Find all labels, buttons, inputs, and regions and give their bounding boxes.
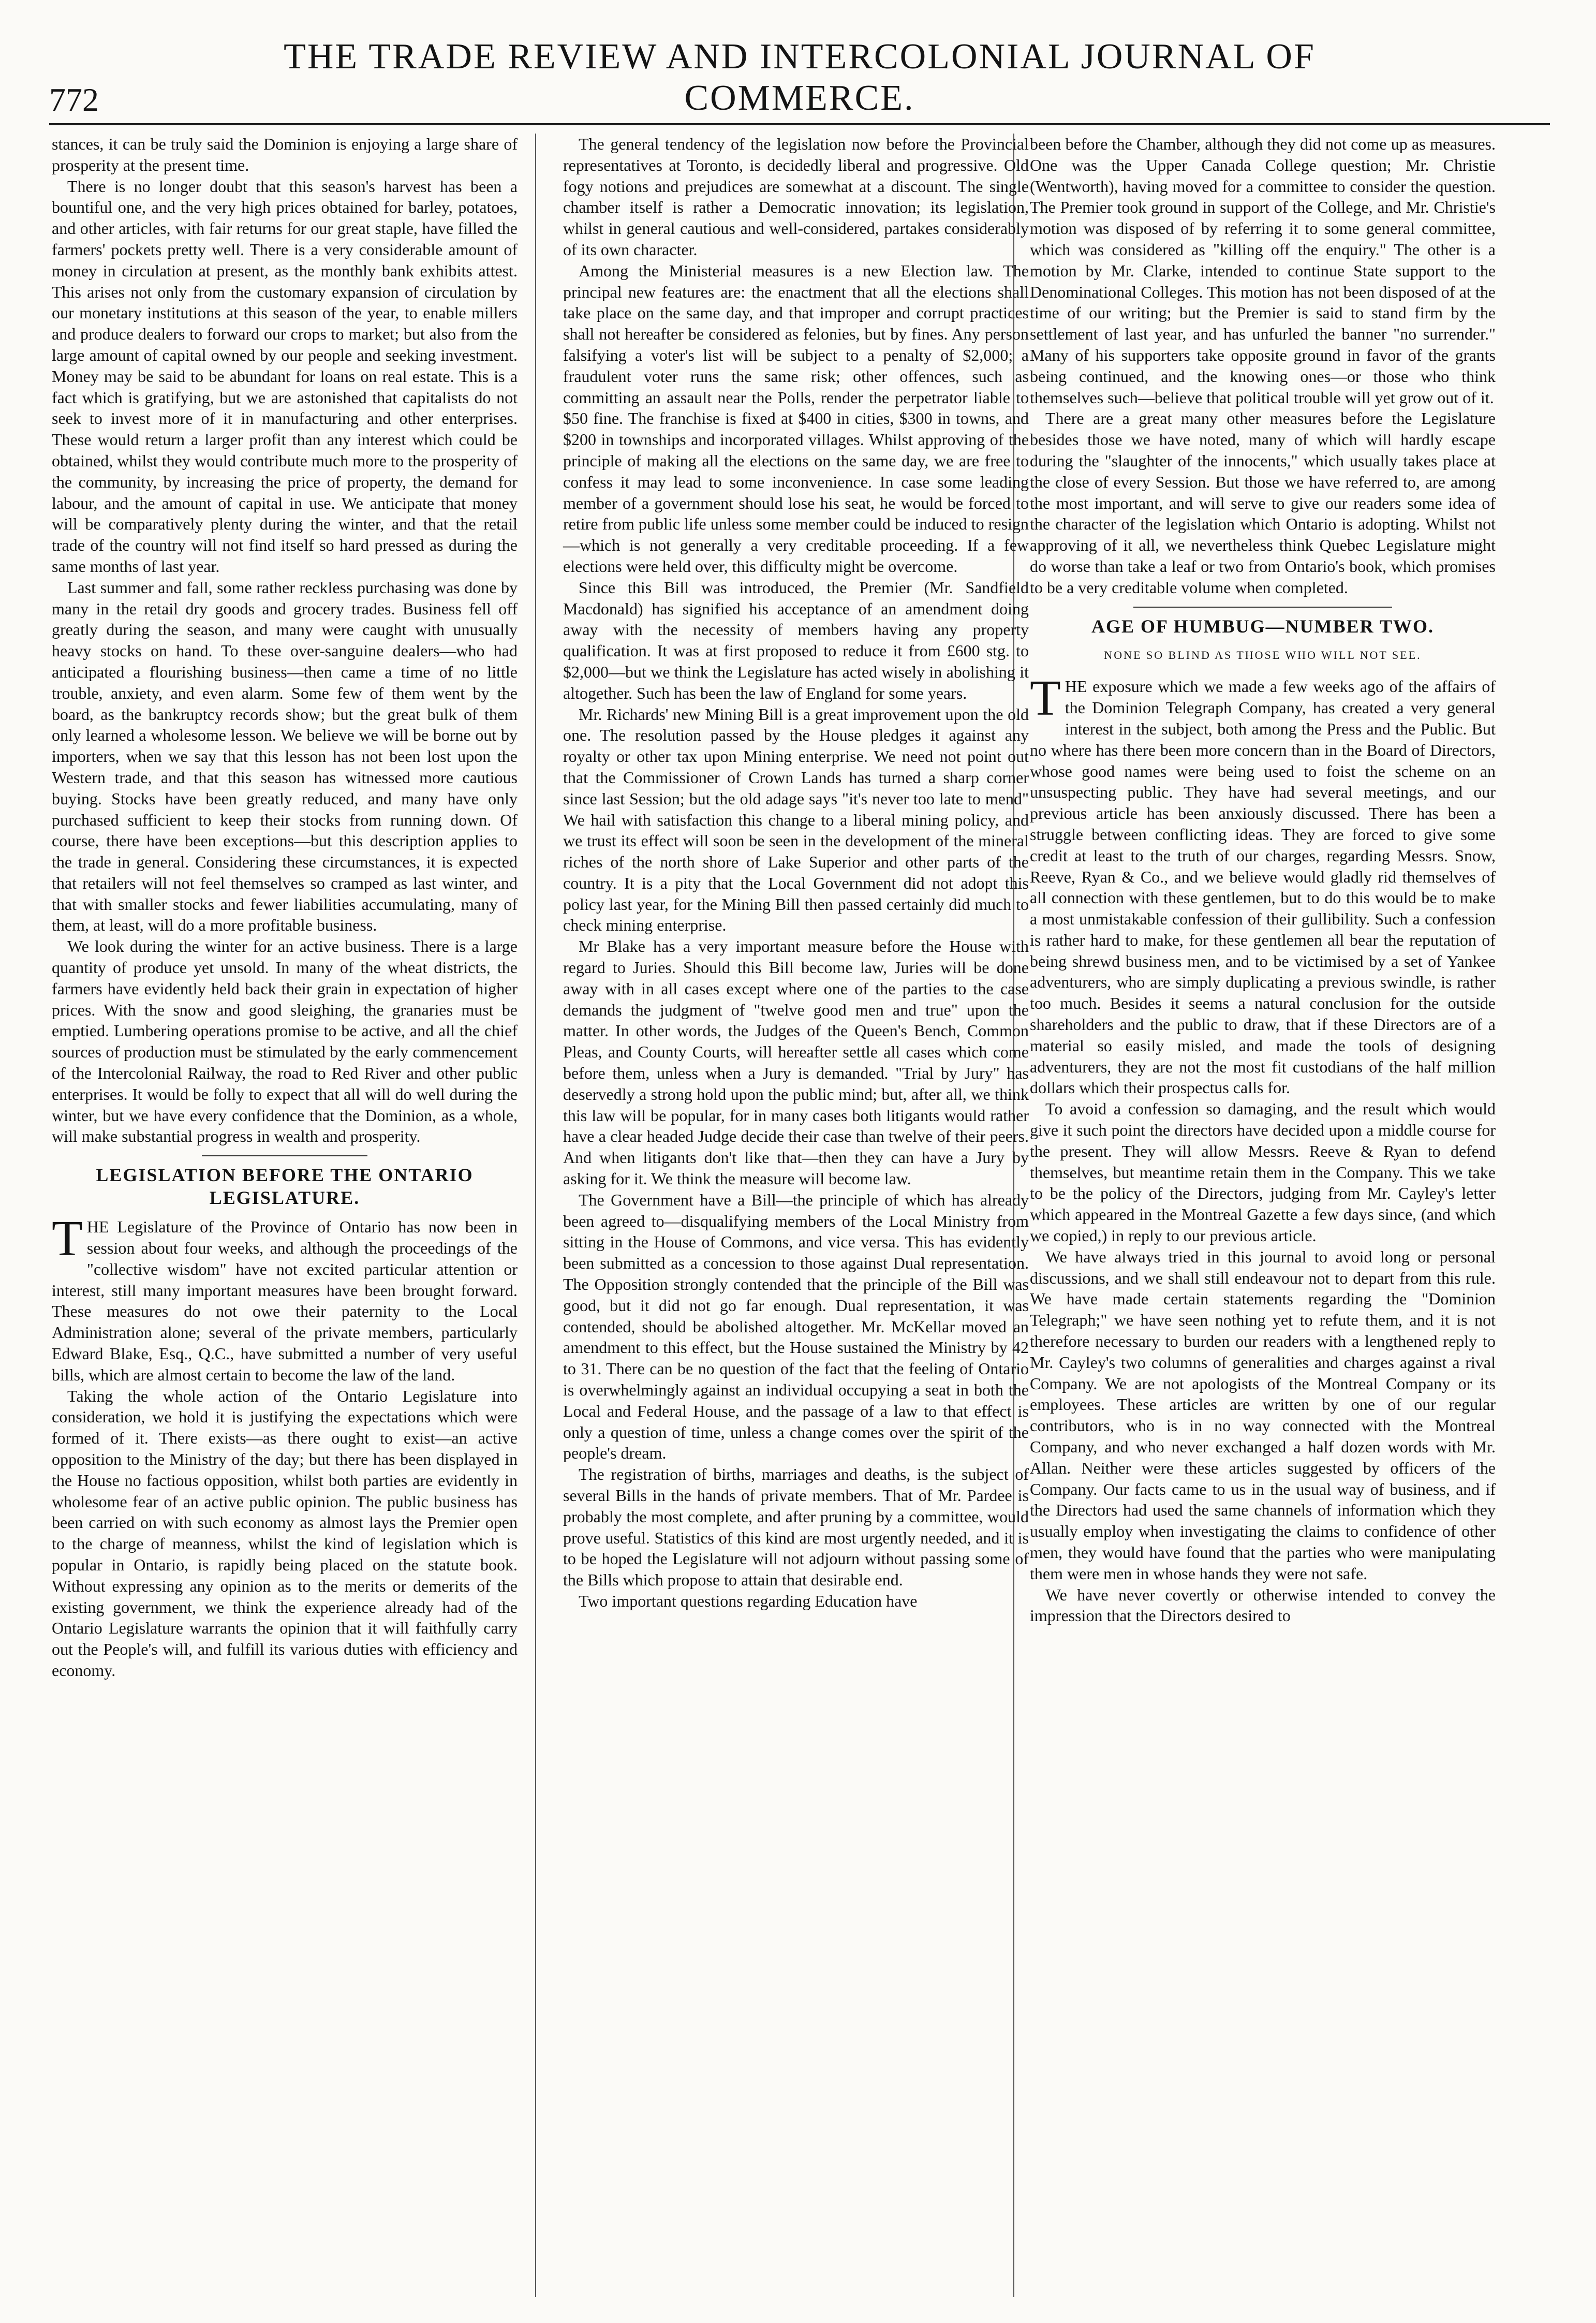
paragraph: There are a great many other measures before the Legislature besides those we have noted, many of which will hardly escape during the "slaughter of the innocents," which usually takes place at the close of every Session. But those we have referred to, are among the most important, and will serve to give our readers some idea of the character of the legislation which Ontario is adopting. Whilst not approving of it all, we nevertheless think Quebec Legislature might do worse than take a leaf or two from Ontario's book, which promises to be a very creditable volume when completed. [1030,409,1496,597]
paragraph: Since this Bill was introduced, the Premier (Mr. Sandfield Macdonald) has signified his acceptance of an amendment doing away with the necessity of members having any property qualification. It was at first proposed to reduce it from £600 stg. to $2,000—but we think the Legislature has acted wisely in abolishing it altogether. Such has been the law of England for some years. [563,578,1029,702]
section-divider [1133,607,1392,608]
paragraph: Mr. Richards' new Mining Bill is a great improvement upon the old one. The resolution passed by the House pledges it against any royalty or other tax upon Mining enterprise. We need not point out that the Commissioner of Crown Lands has turned a sharp corner since last Session; but the old adage says "it's never too late to mend" We hail with satisfaction this change to a liberal mining policy, and we trust its effect will soon be seen in the development of the mineral riches of the north shore of Lake Superior and other parts of the country. It is a pity that the Local Government did not adopt this policy last year, for the Mining Bill then passed certainly did much to check mining enterprise. [563,704,1029,935]
paragraph: The registration of births, marriages and deaths, is the subject of several Bills in the hands of private members. That of Mr. Pardee is probably the most complete, and after pruning by a committee, would prove useful. Statistics of this kind are most urgently needed, and it is to be hoped the Legislature will not adjourn without passing some of the Bills which propose to attain that desirable end. [563,1465,1029,1590]
paragraph: We look during the winter for an active business. There is a large quantity of produce yet unsold. In many of the wheat districts, the farmers have evidently held back their grain in expectation of higher prices. With the snow and good sleighing, the granaries must be emptied. Lumbering operations promise to be active, and all the chief sources of production must be stimulated by the early commencement of the Intercolonial Railway, the road to Red River and other public enterprises. It would be folly to expect that all will do well during the winter, but we have every confidence that the Dominion, as a whole, will make substantial progress in wealth and prosperity. [52,937,518,1146]
column-3 [1030,134,1496,1626]
paragraph: To avoid a confession so damaging, and the result which would give it such point the directors have decided upon a middle course for the present. They will allow Messrs. Reeve & Ryan to defend themselves, but meantime retain them in the Company. This we take to be the policy of the Directors, judging from Mr. Cayley's letter which appeared in the Montreal Gazette a few days since, (and which we copied,) in reply to our previous article. [1030,1099,1496,1245]
header-rule [49,123,1550,125]
paragraph: We have always tried in this journal to avoid long or personal discussions, and we shall still endeavour not to depart from this rule. We have made certain statements regarding the "Dominion Telegraph;" we have seen nothing yet to refute them, and it is not therefore necessary to burden our readers with a lengthened reply to Mr. Cayley's two columns of generalities and charges against a rival Company. We are not apologists of the Montreal Company or its employees. These articles are written by one of our regular contributors, who is in no way connected with the Montreal Company, and who never exchanged a half dozen words with Mr. Allan. Neither were these articles suggested by officers of the Company. Our facts came to us in the usual way of business, and if the Directors had used the same channels of information which they usually employ when investigating the claims to confidence of other men, they would have found that the parties who were manipulating them were men in whose hands they were not safe. [1030,1247,1496,1583]
column-2 [563,134,1029,1612]
paragraph: Last summer and fall, some rather reckless purchasing was done by many in the retail dry goods and grocery trades. Business fell off greatly during the season, and many were caught with unusually heavy stocks on hand. To these over-sanguine dealers—who had anticipated a flourishing business—then came a time of no little trouble, anxiety, and even alarm. Some few of them went by the board, as the bankruptcy records show; but the great bulk of them only learned a wholesome lesson. We believe we will be borne out by importers, when we say that this lesson has not been lost upon the Western trade, and that this season has witnessed more cautious buying. Stocks have been greatly reduced, and many have only purchased sufficient to keep their stocks from running down. Of course, there have been exceptions—but this description applies to the trade in general. Considering these circumstances, it is expected that retailers will not feel themselves so cramped as last winter, and that with smaller stocks and fewer liabilities accumulating, many of them, at least, will do a more profitable business. [52,578,518,935]
section-subheading: NONE SO BLIND AS THOSE WHO WILL NOT SEE. [1104,648,1422,661]
section-heading-humbug: AGE OF HUMBUG—NUMBER TWO. [1091,615,1435,637]
paragraph: Two important questions regarding Education have [579,1591,918,1610]
section-heading-line: LEGISLATION BEFORE THE ONTARIO [96,1165,474,1186]
drop-cap: T [1030,670,1061,727]
paragraph: The general tendency of the legislation now before the Provincial representatives at Toronto, is decidedly liberal and progressive. Old fogy notions and prejudices are somewhat at a discount. The single chamber itself is rather a Democratic innovation; its legislation, whilst in general cautious and well-considered, partakes considerably of its own character. [563,135,1029,259]
drop-cap: T [52,1211,83,1267]
section-divider [202,1155,367,1156]
journal-title: THE TRADE REVIEW AND INTERCOLONIAL JOURNAL OF COMMERCE. [284,37,1316,118]
paragraph-text: HE exposure which we made a few weeks ago of the affairs of the Dominion Telegraph Company, has created a very general interest in the subject, both among the Press and the Public. But no where has there been more concern than in the Board of Directors, whose good names were being used to foist the scheme on an unsuspecting public. They have had several meetings, and our previous article has been anxiously discussed. There has been a struggle between conflicting ideas. They are forced to give some credit at least to the truth of our charges, regarding Messrs. Snow, Reeve, Ryan & Co., and we believe would gladly rid themselves of all connection with these gentlemen, but to do this would be to make a most unmistakable confession of their gullibility. Such a confession is rather hard to make, for these gentlemen all bear the reputation of being shrewd business men, and to be victimised by a set of Yankee adventurers, who are simply duplicating a previous swindle, is rather too much. Besides it seems a natural conclusion for the outside shareholders and the public to draw, that if these Directors are of a material so easily misled, and made the tools of designing adventurers, they are not the most fit custodians of the half million dollars which their prospectus calls for. [1030,677,1496,1097]
paragraph: Mr Blake has a very important measure before the House with regard to Juries. Should this Bill become law, Juries will be done away with in all cases except where one of the parties to the case demands the judgment of "twelve good men and true" upon the matter. In other words, the Judges of the Queen's Bench, Common Pleas, and County Courts, will hereafter settle all cases which come before them, unless when a Jury is demanded. "Trial by Jury" has deservedly a strong hold upon the public mind; but, after all, we think this law will be popular, for in many cases both litigants would rather have a clear headed Judge decide their case than twelve of their peers. And when litigants don't like that—then they can have a Jury by asking for it. We think the measure will become law. [563,937,1029,1188]
section-heading-line: LEGISLATURE. [209,1187,360,1209]
column-divider [535,134,536,2297]
paragraph-text: HE Legislature of the Province of Ontario has now been in session about four weeks, and although the proceedings of the "collective wisdom" have not excited particular attention or interest, still many important measures have been brought forward. These measures do not owe their paternity to the Local Administration alone; several of the private members, particularly Edward Blake, Esq., Q.C., have submitted a number of very useful bills, which are almost certain to become the law of the land. [52,1217,518,1384]
section-heading-legislation [52,1164,518,1209]
paragraph: been before the Chamber, although they did not come up as measures. One was the Upper Canada College question; Mr. Christie (Wentworth), having moved for a committee to consider the question. The Premier took ground in support of the College, and Mr. Christie's motion was disposed of by referring it to some general committee, which was considered as "killing off the enquiry." The other is a motion by Mr. Clarke, intended to continue State support to the Denominational Colleges. This motion has not been disposed of at the time of our writing; but the Premier is said to stand firm by the settlement of last year, and has unfurled the banner "no surrender." Many of his supporters take opposite ground in favor of the grants being continued, and the knowing ones—or those who think themselves such—believe that political trouble will yet grow out of it. [1030,135,1496,407]
paragraph: stances, it can be truly said the Dominion is enjoying a large share of prosperity at the present time. [52,135,518,174]
paragraph: The Government have a Bill—the principle of which has already been agreed to—disqualifying members of the Local Ministry from sitting in the House of Commons, and vice versa. This has evidently been submitted as a concession to those against Dual representation. The Opposition strongly contended that the principle of the Bill was good, but it did not go far enough. Dual representation, it was contended, should be abolished altogether. Mr. McKellar moved an amendment to this effect, but the House sustained the Ministry by 42 to 31. There can be no question of the fact that the feeling of Ontario is overwhelmingly against an individual occupying a seat in both the Local and Federal House, and the passage of a law to that effect is only a question of time, unless a change comes over the spirit of the people's dream. [563,1190,1029,1463]
paragraph [1030,670,1496,1098]
paragraph: Among the Ministerial measures is a new Election law. The principal new features are: the enactment that all the elections shall take place on the same day, and that improper and corrupt practices shall not hereafter be considered as felonies, but by fines. Any person falsifying a voter's list will be subject to a penalty of $2,000; a fraudulent voter runs the same risk; other offences, such as committing an assault near the Polls, render the perpetrator liable to $50 fine. The franchise is fixed at $400 in cities, $300 in towns, and $200 in townships and incorporated villages. Whilst approving of the principle of making all the elections on the same day, we are free to confess it may lead to some inconvenience. In case some leading member of a government should lose his seat, he would be forced to retire from public life unless some member could be induced to resign—which is not generally a very creditable proceeding. If a few elections were held over, this difficulty might be overcome. [563,261,1029,576]
paragraph: We have never covertly or otherwise intended to convey the impression that the Directors desired to [1030,1585,1496,1625]
paragraph [52,1211,518,1385]
page-number: 772 [49,81,99,118]
page-header [49,37,1550,119]
paragraph: There is no longer doubt that this season's harvest has been a bountiful one, and the very high prices obtained for barley, potatoes, and other articles, with fair returns for our great staple, have filled the farmers' pockets pretty well. There is a very considerable amount of money in circulation at present, as the monthly bank exhibits attest. This arises not only from the customary expansion of circulation by our monetary institutions at this season of the year, to enable millers and produce dealers to forward our crops to market; but also from the large amount of capital owned by our people and seeking investment. Money may be said to be abundant for loans on real estate. This is a fact which is gratifying, but we are astonished that capitalists do not seek to invest more of it in manufacturing and other enterprises. These would return a larger profit than any interest which could be obtained, whilst they would contribute much more to the prosperity of the community, by increasing the price of property, the demand for labour, and the amount of capital in use. We anticipate that money will be comparatively plenty during the winter, and that the retail trade of the country will not find itself so hard pressed as during the same months of last year. [52,177,518,576]
paragraph: Taking the whole action of the Ontario Legislature into consideration, we hold it is justifying the expectations which were formed of it. There exists—as there ought to exist—an active opposition to the Ministry of the day; but there has been displayed in the House no factious opposition, whilst both parties are evidently in wholesome fear of an active public opinion. The public business has been carried on with such economy as almost lays the Premier open to the charge of meanness, whilst the kind of legislation which is popular in Ontario, is rapidly being placed on the statute book. Without expressing any opinion as to the merits or demerits of the existing government, we think the experience already had of the Ontario Legislature warrants the opinion that it will faithfully carry out the People's will, and fulfill its various duties with efficiency and economy. [52,1386,518,1680]
column-1 [52,134,518,1681]
